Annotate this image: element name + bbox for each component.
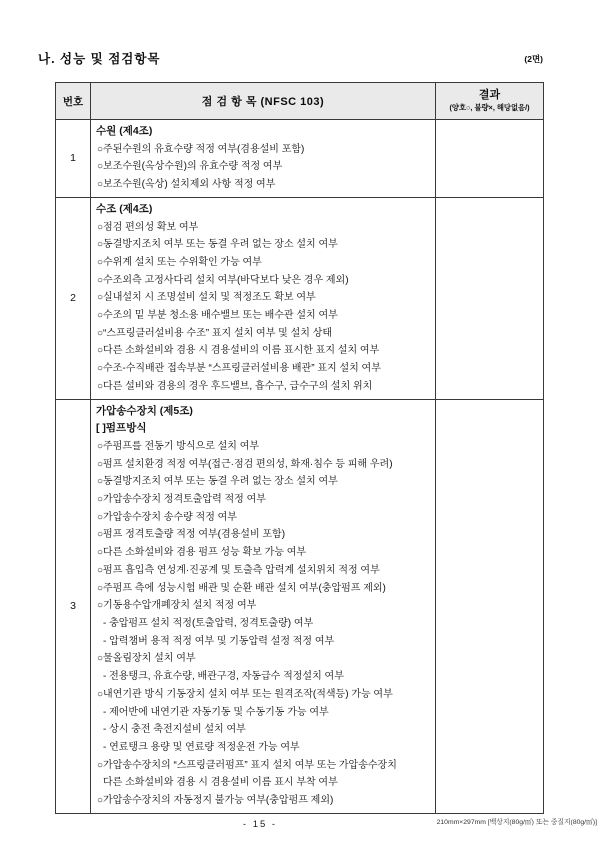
checklist-line: ○동결방지조치 여부 또는 동결 우려 없는 장소 설치 여부 bbox=[97, 239, 338, 251]
checklist-line: ○기동용수압개폐장치 설치 적정 여부 bbox=[97, 600, 257, 612]
row-number-cell: 1 bbox=[56, 120, 91, 198]
checklist-line: ○보조수원(옥상) 설치제외 사항 적정 여부 bbox=[97, 179, 276, 191]
checklist-line: ○내연기관 방식 기동장치 설치 여부 또는 원격조작(적색등) 가능 여부 bbox=[97, 688, 393, 700]
checklist-line: ○주펌프 측에 성능시험 배관 및 순환 배관 설치 여부(충압펌프 제외) bbox=[97, 582, 386, 594]
checklist-line: ○“스프링클러설비용 수조” 표지 설치 여부 및 설치 상태 bbox=[97, 327, 333, 339]
checklist-line: ○실내설치 시 조명설비 설치 및 적정조도 확보 여부 bbox=[97, 292, 316, 304]
paper-spec-note: 210mm×297mm [백상지(80g/㎡) 또는 중질지(80g/㎡)] bbox=[436, 819, 597, 826]
checklist-line: ○다른 소화설비와 겸용 펌프 성능 확보 가능 여부 bbox=[97, 547, 307, 559]
checklist-line: ○주펌프를 전동기 방식으로 설치 여부 bbox=[97, 440, 260, 452]
row-number-cell: 3 bbox=[56, 399, 91, 813]
checklist-line: ○펌프 설치환경 적정 여부(접근·점검 편의성, 화재·침수 등 피해 우려) bbox=[97, 458, 393, 470]
table-header bbox=[56, 83, 544, 120]
checklist-line: - 충압펌프 설치 적정(토출압력, 정격토출량) 여부 bbox=[103, 617, 314, 629]
result-header-label: 결과 bbox=[478, 89, 501, 101]
checklist-line: ○물올림장치 설치 여부 bbox=[97, 653, 196, 665]
row-number-cell: 2 bbox=[56, 197, 91, 399]
checklist-line: 다른 소화설비와 겸용 시 겸용설비 이름 표시 부착 여부 bbox=[103, 777, 338, 789]
header-row bbox=[56, 83, 544, 120]
checklist-line: 수조 (제4조) bbox=[96, 202, 153, 215]
checklist-line: ○수위계 설치 또는 수위확인 가능 여부 bbox=[97, 256, 262, 268]
result-cell bbox=[436, 197, 544, 399]
header-cell-result bbox=[436, 83, 544, 120]
checklist-line: - 제어반에 내연기관 자동기동 및 수동기동 가능 여부 bbox=[103, 706, 329, 718]
table-row bbox=[56, 120, 544, 198]
table-row bbox=[56, 197, 544, 399]
checklist-line: ○수조의 밑 부분 청소용 배수밸브 또는 배수관 설치 여부 bbox=[97, 310, 338, 322]
checklist-line: ○가압송수장치 정격토출압력 적정 여부 bbox=[97, 494, 266, 506]
checklist-line: ○수조-수직배관 접속부분 “스프링클러설비용 배관” 표지 설치 여부 bbox=[97, 363, 381, 375]
checklist-line: [ ]펌프방식 bbox=[96, 422, 147, 435]
checklist-line: ○다른 소화설비와 겸용 시 겸용설비의 이름 표시한 표지 설치 여부 bbox=[97, 345, 380, 357]
checklist-items-cell bbox=[91, 120, 436, 198]
checklist-line: ○보조수원(옥상수원)의 유효수량 적정 여부 bbox=[97, 161, 283, 173]
checklist-line: ○수조외측 고정사다리 설치 여부(바닥보다 낮은 경우 제외) bbox=[97, 274, 349, 286]
checklist-line: ○펌프 흡입측 연성계·진공계 및 토출측 압력계 설치위치 적정 여부 bbox=[97, 564, 380, 576]
checklist-line: 수원 (제4조) bbox=[96, 125, 153, 137]
checklist-line: ○점검 편의성 확보 여부 bbox=[97, 221, 199, 233]
inspection-table bbox=[55, 82, 544, 814]
header-cell-items: 점 검 항 목 (NFSC 103) bbox=[91, 83, 436, 120]
result-cell bbox=[436, 120, 544, 198]
checklist-line: - 연료탱크 용량 및 연료량 적정운전 가능 여부 bbox=[103, 741, 300, 753]
page-side-marker: (2면) bbox=[524, 54, 543, 64]
checklist-line: ○다른 설비와 겸용의 경우 후드밸브, 흡수구, 급수구의 설치 위치 bbox=[97, 380, 373, 392]
table-row bbox=[56, 399, 544, 813]
checklist-line: ○가압송수장치의 자동정지 불가능 여부(충압펌프 제외) bbox=[97, 795, 334, 807]
checklist-line: - 압력챔버 용적 적정 여부 및 기동압력 설정 적정 여부 bbox=[103, 635, 335, 647]
checklist-items-cell bbox=[91, 197, 436, 399]
checklist-line: - 전용탱크, 유효수량, 배관구경, 자동급수 적정설치 여부 bbox=[103, 671, 344, 683]
header-cell-number: 번호 bbox=[56, 83, 91, 120]
checklist-line: ○가압송수장치의 “스프링클러펌프” 표지 설치 여부 또는 가압송수장치 bbox=[97, 759, 397, 771]
checklist-line: 가압송수장치 (제5조) bbox=[96, 404, 193, 417]
page-title: 나. 성능 및 점검항목 bbox=[38, 52, 161, 66]
checklist-items-cell bbox=[91, 399, 436, 813]
checklist-line: ○가압송수장치 송수량 적정 여부 bbox=[97, 511, 237, 523]
checklist-line: - 상시 충전 축전지설비 설치 여부 bbox=[103, 724, 246, 736]
result-cell bbox=[436, 399, 544, 813]
checklist-line: ○주된수원의 유효수량 적정 여부(겸용설비 포함) bbox=[97, 143, 305, 155]
table-body bbox=[56, 120, 544, 814]
result-header-legend: (양호○, 불량×, 해당없음/) bbox=[449, 103, 530, 112]
page-number: - 15 - bbox=[242, 819, 278, 830]
checklist-line: ○펌프 정격토출량 적정 여부(겸용설비 포함) bbox=[97, 529, 286, 541]
checklist-line: ○동결방지조치 여부 또는 동결 우려 없는 장소 설치 여부 bbox=[97, 476, 338, 488]
